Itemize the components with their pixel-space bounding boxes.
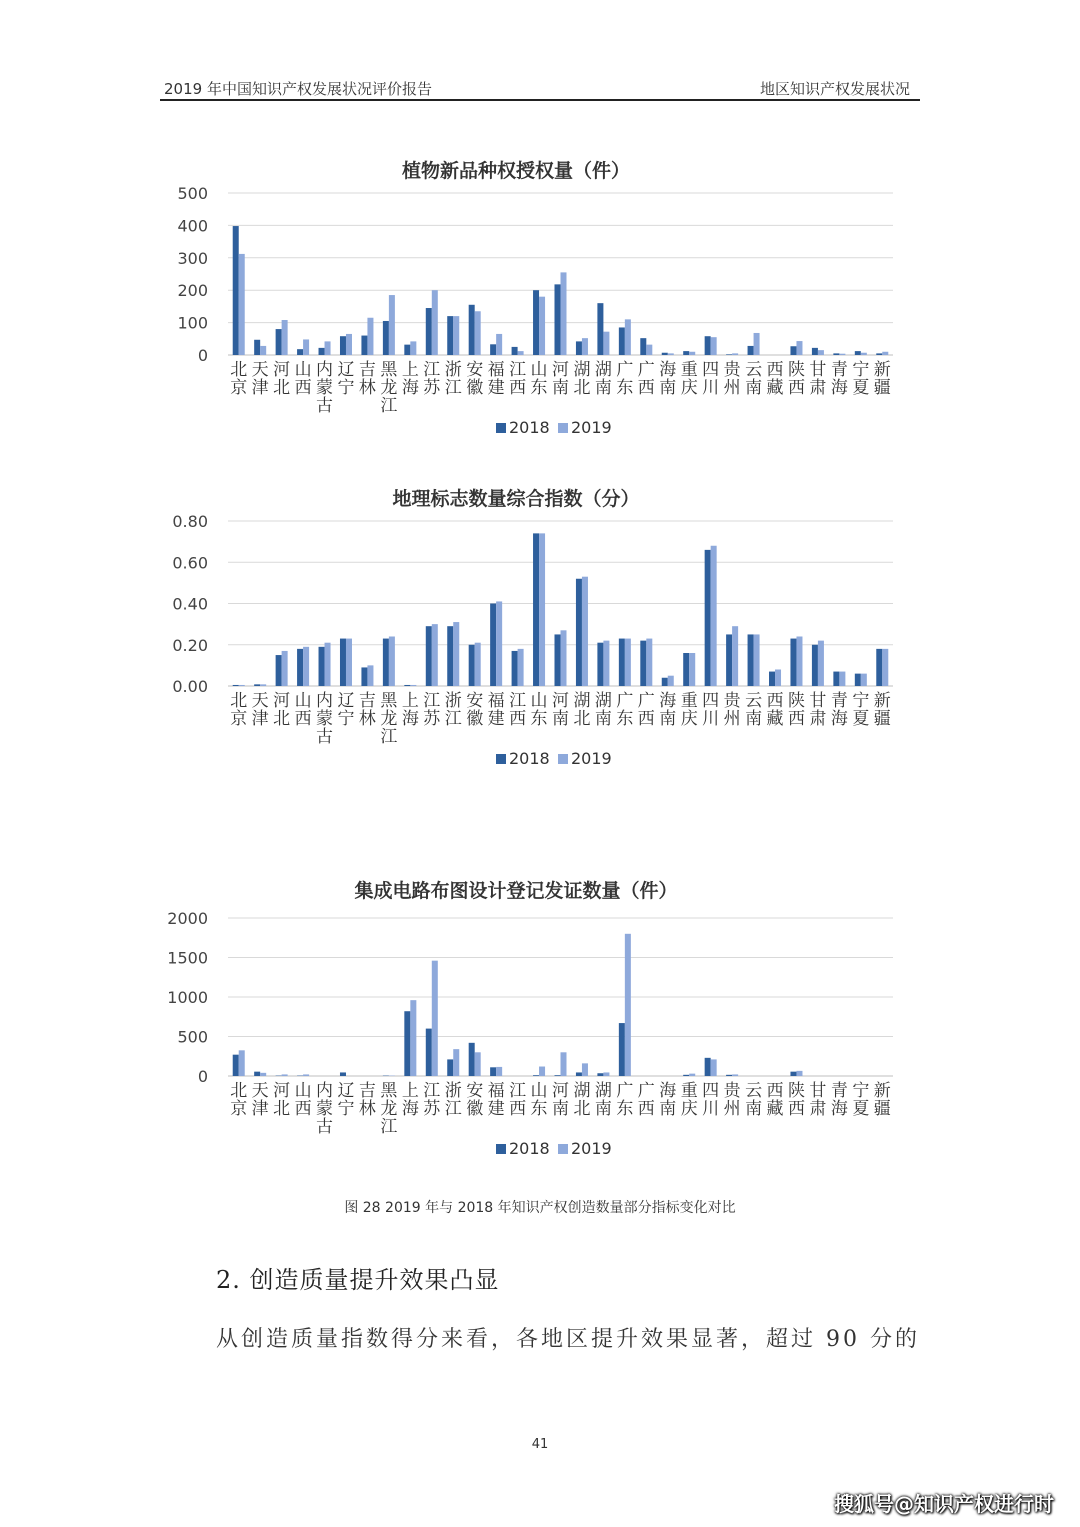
bar-2019-江苏	[432, 624, 438, 686]
x-tick-label: 福建	[487, 1081, 505, 1119]
bar-2018-青海	[833, 353, 839, 355]
y-tick-label: 400	[177, 216, 208, 236]
x-tick-label: 北京	[230, 360, 248, 398]
bar-2018-上海	[404, 1011, 410, 1076]
bar-2018-安徽	[469, 645, 475, 686]
x-tick-label: 广东	[616, 1081, 634, 1119]
legend-swatch	[496, 423, 506, 433]
bar-2018-上海	[404, 345, 410, 355]
bar-2018-天津	[254, 1072, 260, 1076]
x-tick-label: 上海	[401, 360, 419, 398]
bar-2019-天津	[260, 346, 266, 355]
bar-2018-河南	[554, 284, 560, 355]
chart-legend	[496, 1139, 612, 1158]
bar-2019-陕西	[796, 341, 802, 355]
bar-2019-河南	[561, 272, 567, 355]
bar-2019-上海	[410, 1000, 416, 1076]
x-tick-label: 福建	[487, 360, 505, 398]
bar-2019-云南	[754, 634, 760, 686]
legend-swatch	[558, 423, 568, 433]
chart-svg	[160, 478, 920, 783]
bar-2018-贵州	[726, 634, 732, 686]
bar-2019-安徽	[475, 643, 481, 686]
bar-2019-宁夏	[861, 353, 867, 355]
x-tick-label: 河南	[552, 691, 569, 729]
x-tick-label: 内蒙古	[316, 691, 334, 747]
bar-2018-甘肃	[812, 348, 818, 355]
bar-2018-云南	[748, 634, 754, 686]
bar-2018-安徽	[469, 305, 475, 355]
x-tick-label: 四川	[702, 360, 720, 398]
x-tick-label: 海南	[659, 1081, 677, 1119]
x-tick-label: 新疆	[873, 691, 891, 729]
bar-2018-湖北	[576, 341, 582, 355]
bar-2019-河北	[282, 320, 288, 355]
x-tick-label: 湖南	[594, 1081, 612, 1119]
bar-2019-吉林	[367, 665, 373, 686]
bar-2018-新疆	[876, 353, 882, 355]
bar-2019-甘肃	[818, 641, 824, 686]
bar-2018-重庆	[683, 1075, 689, 1076]
bar-2018-山东	[533, 290, 539, 355]
bar-2019-内蒙古	[325, 643, 331, 686]
x-tick-label: 黑龙江	[380, 1081, 398, 1137]
x-tick-label: 重庆	[680, 360, 698, 398]
x-tick-label: 浙江	[444, 691, 462, 729]
x-tick-label: 福建	[487, 691, 505, 729]
bar-2019-福建	[496, 1067, 502, 1076]
bar-2018-山西	[297, 349, 303, 355]
y-tick-label: 2000	[167, 909, 208, 928]
page-number: 41	[531, 1437, 549, 1452]
bar-2018-山东	[533, 533, 539, 686]
bar-2019-安徽	[475, 1052, 481, 1076]
x-tick-label: 陕西	[787, 691, 805, 729]
x-tick-label: 新疆	[873, 1081, 891, 1119]
y-tick-label: 500	[177, 1027, 208, 1047]
bar-2019-贵州	[732, 353, 738, 355]
x-tick-label: 青海	[830, 1081, 848, 1119]
bar-2018-内蒙古	[319, 647, 325, 686]
x-tick-label: 江西	[509, 691, 527, 729]
y-tick-label: 100	[177, 313, 208, 333]
header-divider	[160, 99, 920, 101]
bar-2018-天津	[254, 684, 260, 686]
bar-2019-山东	[539, 533, 545, 686]
y-tick-label: 0.00	[172, 677, 208, 696]
x-tick-label: 宁夏	[852, 360, 870, 398]
bar-2019-重庆	[689, 352, 695, 355]
bar-2018-福建	[490, 1067, 496, 1076]
bar-2019-青海	[839, 672, 845, 686]
bar-2018-江苏	[426, 308, 432, 355]
bar-2019-江苏	[432, 290, 438, 355]
x-tick-label: 陕西	[787, 1081, 805, 1119]
legend-label: 2018	[509, 749, 550, 768]
bar-2019-上海	[410, 341, 416, 355]
bar-2018-黑龙江	[383, 639, 389, 686]
bar-2018-新疆	[876, 649, 882, 686]
bar-2019-重庆	[689, 653, 695, 686]
legend-swatch	[558, 1144, 568, 1154]
x-tick-label: 陕西	[787, 360, 805, 398]
bar-2019-广东	[625, 934, 631, 1076]
x-tick-label: 吉林	[358, 360, 376, 398]
report-title-header: 2019 年中国知识产权发展状况评价报告	[164, 80, 432, 98]
x-tick-label: 云南	[745, 691, 763, 729]
bar-2019-河北	[282, 1074, 288, 1076]
x-tick-label: 重庆	[680, 1081, 698, 1119]
bar-2019-江西	[518, 351, 524, 355]
x-tick-label: 海南	[659, 360, 677, 398]
bar-2018-吉林	[361, 667, 367, 686]
bar-2018-河北	[276, 655, 282, 686]
bar-2019-北京	[239, 685, 245, 686]
x-tick-label: 河北	[273, 1081, 291, 1119]
y-tick-label: 300	[177, 248, 208, 268]
bar-2019-陕西	[796, 1071, 802, 1076]
x-tick-label: 四川	[702, 691, 720, 729]
y-tick-label: 1000	[167, 988, 208, 1007]
bar-2018-广东	[619, 639, 625, 686]
x-tick-label: 广西	[637, 1081, 655, 1119]
x-tick-label: 湖北	[573, 360, 591, 398]
x-tick-label: 西藏	[766, 360, 784, 398]
bar-2018-辽宁	[340, 336, 346, 355]
bar-2019-湖北	[582, 1063, 588, 1076]
bar-2018-江苏	[426, 626, 432, 686]
x-tick-label: 山西	[294, 691, 312, 729]
bar-2018-陕西	[790, 639, 796, 686]
bar-2019-山东	[539, 1067, 545, 1076]
bar-2019-北京	[239, 1050, 245, 1076]
bar-2019-浙江	[453, 622, 459, 686]
bar-2018-河南	[554, 634, 560, 686]
bar-2018-湖南	[597, 1073, 603, 1076]
x-tick-label: 云南	[745, 360, 763, 398]
x-tick-label: 浙江	[444, 360, 462, 398]
legend-swatch	[558, 754, 568, 764]
x-tick-label: 重庆	[680, 691, 698, 729]
bar-2019-山西	[303, 647, 309, 686]
x-tick-label: 吉林	[358, 691, 376, 729]
x-tick-label: 宁夏	[852, 691, 870, 729]
x-tick-label: 吉林	[358, 1081, 376, 1119]
legend-label: 2019	[571, 418, 612, 437]
bar-2018-陕西	[790, 346, 796, 355]
bar-2019-山西	[303, 339, 309, 355]
bar-2018-贵州	[726, 1075, 732, 1076]
x-tick-label: 河北	[273, 691, 291, 729]
y-tick-label: 0.40	[172, 594, 208, 614]
bar-2018-福建	[490, 344, 496, 355]
bar-2019-广西	[646, 639, 652, 686]
bar-2019-黑龙江	[389, 637, 395, 687]
bar-2018-四川	[705, 550, 711, 686]
chart-legend	[496, 418, 612, 437]
x-tick-label: 内蒙古	[316, 1081, 334, 1137]
bar-2018-山东	[533, 1075, 539, 1076]
x-tick-label: 内蒙古	[316, 360, 334, 416]
x-tick-label: 北京	[230, 691, 248, 729]
bar-2019-新疆	[882, 352, 888, 355]
x-tick-label: 安徽	[466, 360, 484, 398]
figure-caption: 图 28 2019 年与 2018 年知识产权创造数量部分指标变化对比	[344, 1200, 736, 1216]
bar-2019-湖南	[603, 332, 609, 355]
bar-2018-浙江	[447, 1059, 453, 1076]
chart-title: 集成电路布图设计登记发证数量（件）	[354, 880, 678, 902]
bar-2018-海南	[662, 678, 668, 686]
x-tick-label: 贵州	[723, 691, 741, 729]
ic-layout-design-chart	[160, 870, 920, 1172]
bar-2019-四川	[711, 546, 717, 686]
bar-2019-湖南	[603, 1072, 609, 1076]
x-tick-label: 青海	[830, 691, 848, 729]
bar-2019-天津	[260, 1073, 266, 1076]
bar-2019-重庆	[689, 1074, 695, 1076]
x-tick-label: 青海	[830, 360, 848, 398]
bar-2018-辽宁	[340, 1072, 346, 1076]
x-tick-label: 黑龙江	[380, 691, 398, 747]
bar-2019-天津	[260, 684, 266, 686]
bar-2019-宁夏	[861, 674, 867, 686]
x-tick-label: 广东	[616, 360, 634, 398]
bar-2018-贵州	[726, 354, 732, 355]
bar-2018-湖北	[576, 1072, 582, 1076]
x-tick-label: 湖南	[594, 691, 612, 729]
bar-2018-西藏	[769, 672, 775, 686]
bar-2019-海南	[668, 353, 674, 355]
bar-2018-青海	[833, 672, 839, 686]
bar-2019-陕西	[796, 637, 802, 687]
x-tick-label: 江苏	[423, 691, 441, 729]
bar-2019-河北	[282, 651, 288, 686]
bar-2019-广东	[625, 639, 631, 686]
bar-2019-江苏	[432, 961, 438, 1076]
chart-title: 地理标志数量综合指数（分）	[392, 488, 640, 510]
x-tick-label: 湖南	[594, 360, 612, 398]
bar-2018-甘肃	[812, 645, 818, 686]
bar-2019-湖北	[582, 338, 588, 355]
x-tick-label: 山西	[294, 360, 312, 398]
bar-2019-四川	[711, 1059, 717, 1076]
bar-2018-广西	[640, 338, 646, 355]
x-tick-label: 上海	[401, 691, 419, 729]
bar-2018-上海	[404, 685, 410, 686]
bar-2018-河北	[276, 329, 282, 355]
x-tick-label: 广东	[616, 691, 634, 729]
bar-2019-安徽	[475, 311, 481, 355]
bar-2019-西藏	[775, 670, 781, 687]
x-tick-label: 湖北	[573, 691, 591, 729]
x-tick-label: 河南	[552, 1081, 569, 1119]
x-tick-label: 甘肃	[809, 691, 827, 729]
bar-2018-海南	[662, 353, 668, 355]
x-tick-label: 贵州	[723, 360, 741, 398]
section-heading: 2. 创造质量提升效果凸显	[216, 1266, 500, 1294]
bar-2019-贵州	[732, 1074, 738, 1076]
y-tick-label: 0.20	[172, 635, 208, 655]
bar-2019-浙江	[453, 1049, 459, 1076]
chart-svg	[160, 150, 920, 450]
bar-2019-吉林	[367, 318, 373, 355]
x-tick-label: 山东	[530, 691, 548, 729]
bar-2018-宁夏	[855, 674, 861, 686]
chart-title: 植物新品种权授权量（件）	[401, 160, 631, 182]
bar-2018-北京	[233, 685, 239, 686]
x-tick-label: 河南	[552, 360, 569, 398]
x-tick-label: 海南	[659, 691, 677, 729]
x-tick-label: 广西	[637, 360, 655, 398]
legend-label: 2018	[509, 418, 550, 437]
x-tick-label: 江西	[509, 360, 527, 398]
bar-2018-四川	[705, 1058, 711, 1076]
legend-label: 2019	[571, 749, 612, 768]
chart-svg	[160, 870, 920, 1172]
x-tick-label: 安徽	[466, 691, 484, 729]
bar-2018-江西	[512, 651, 518, 686]
bar-2019-甘肃	[818, 350, 824, 355]
x-tick-label: 江苏	[423, 1081, 441, 1119]
legend-label: 2019	[571, 1139, 612, 1158]
y-tick-label: 500	[177, 184, 208, 203]
bar-2019-青海	[839, 354, 845, 355]
bar-2019-河南	[561, 630, 567, 686]
x-tick-label: 辽宁	[337, 691, 355, 729]
x-tick-label: 山东	[530, 1081, 548, 1119]
x-tick-label: 江苏	[423, 360, 441, 398]
x-tick-label: 甘肃	[809, 1081, 827, 1119]
x-tick-label: 辽宁	[337, 360, 355, 398]
bar-2019-黑龙江	[389, 295, 395, 355]
bar-2019-湖北	[582, 577, 588, 686]
y-tick-label: 200	[177, 281, 208, 301]
x-tick-label: 浙江	[444, 1081, 462, 1119]
legend-swatch	[496, 1144, 506, 1154]
bar-2018-北京	[233, 226, 239, 355]
bar-2018-江西	[512, 347, 518, 355]
bar-2019-福建	[496, 334, 502, 355]
bar-2018-广东	[619, 327, 625, 355]
geographical-indication-chart	[160, 478, 920, 783]
x-tick-label: 宁夏	[852, 1081, 870, 1119]
y-tick-label: 0	[197, 1067, 208, 1086]
x-tick-label: 四川	[702, 1081, 720, 1119]
bar-2018-重庆	[683, 653, 689, 686]
bar-2018-黑龙江	[383, 321, 389, 355]
bar-2018-福建	[490, 604, 496, 687]
x-tick-label: 贵州	[723, 1081, 741, 1119]
x-tick-label: 安徽	[466, 1081, 484, 1119]
bar-2019-海南	[668, 676, 674, 686]
x-tick-label: 河北	[273, 360, 291, 398]
x-tick-label: 广西	[637, 691, 655, 729]
bar-2019-内蒙古	[325, 341, 331, 355]
y-tick-label: 0.80	[172, 512, 208, 531]
y-tick-label: 1500	[167, 948, 208, 968]
bar-2018-陕西	[790, 1072, 796, 1076]
bar-2019-四川	[711, 337, 717, 355]
bar-2019-贵州	[732, 626, 738, 686]
x-tick-label: 山西	[294, 1081, 312, 1119]
x-tick-label: 天津	[251, 1081, 269, 1119]
x-tick-label: 江西	[509, 1081, 527, 1119]
bar-2019-云南	[754, 333, 760, 355]
bar-2018-河南	[554, 1075, 560, 1076]
x-tick-label: 西藏	[766, 691, 784, 729]
x-tick-label: 云南	[745, 1081, 763, 1119]
x-tick-label: 西藏	[766, 1081, 784, 1119]
bar-2019-广东	[625, 319, 631, 355]
bar-2018-四川	[705, 336, 711, 355]
x-tick-label: 天津	[251, 360, 269, 398]
bar-2018-湖北	[576, 579, 582, 686]
bar-2018-天津	[254, 340, 260, 355]
bar-2018-浙江	[447, 626, 453, 686]
body-paragraph: 从创造质量指数得分来看，各地区提升效果显著，超过 90 分的	[216, 1327, 920, 1352]
bar-2018-广东	[619, 1023, 625, 1076]
bar-2019-福建	[496, 601, 502, 686]
bar-2018-浙江	[447, 316, 453, 355]
bar-2019-湖南	[603, 641, 609, 686]
y-tick-label: 0.60	[172, 553, 208, 573]
bar-2019-浙江	[453, 316, 459, 355]
x-tick-label: 山东	[530, 360, 548, 398]
bar-2019-上海	[410, 685, 416, 686]
bar-2018-山西	[297, 649, 303, 686]
bar-2019-新疆	[882, 649, 888, 686]
x-tick-label: 黑龙江	[380, 360, 398, 416]
bar-2018-重庆	[683, 351, 689, 355]
bar-2018-北京	[233, 1055, 239, 1076]
x-tick-label: 辽宁	[337, 1081, 355, 1119]
bar-2019-广西	[646, 345, 652, 355]
legend-swatch	[496, 754, 506, 764]
bar-2019-山东	[539, 297, 545, 355]
bar-2019-山西	[303, 1074, 309, 1076]
plant-variety-chart	[160, 150, 920, 450]
bar-2018-江苏	[426, 1029, 432, 1076]
bar-2019-辽宁	[346, 639, 352, 686]
bar-2019-河南	[561, 1052, 567, 1076]
bar-2018-湖南	[597, 643, 603, 686]
x-tick-label: 北京	[230, 1081, 248, 1119]
watermark: 搜狐号@知识产权进行时	[834, 1492, 1054, 1516]
x-tick-label: 湖北	[573, 1081, 591, 1119]
legend-label: 2018	[509, 1139, 550, 1158]
bar-2018-湖南	[597, 303, 603, 355]
bar-2018-安徽	[469, 1043, 475, 1076]
bar-2018-辽宁	[340, 639, 346, 686]
bar-2018-吉林	[361, 336, 367, 355]
bar-2019-北京	[239, 254, 245, 355]
bar-2018-广西	[640, 641, 646, 686]
x-tick-label: 甘肃	[809, 360, 827, 398]
chart-legend	[496, 749, 612, 768]
x-tick-label: 天津	[251, 691, 269, 729]
x-tick-label: 上海	[401, 1081, 419, 1119]
bar-2018-宁夏	[855, 351, 861, 355]
y-tick-label: 0	[197, 346, 208, 365]
bar-2018-内蒙古	[319, 348, 325, 355]
bar-2019-辽宁	[346, 334, 352, 355]
section-title-header: 地区知识产权发展状况	[759, 80, 910, 98]
bar-2019-江西	[518, 649, 524, 686]
x-tick-label: 新疆	[873, 360, 891, 398]
bar-2018-云南	[748, 346, 754, 355]
